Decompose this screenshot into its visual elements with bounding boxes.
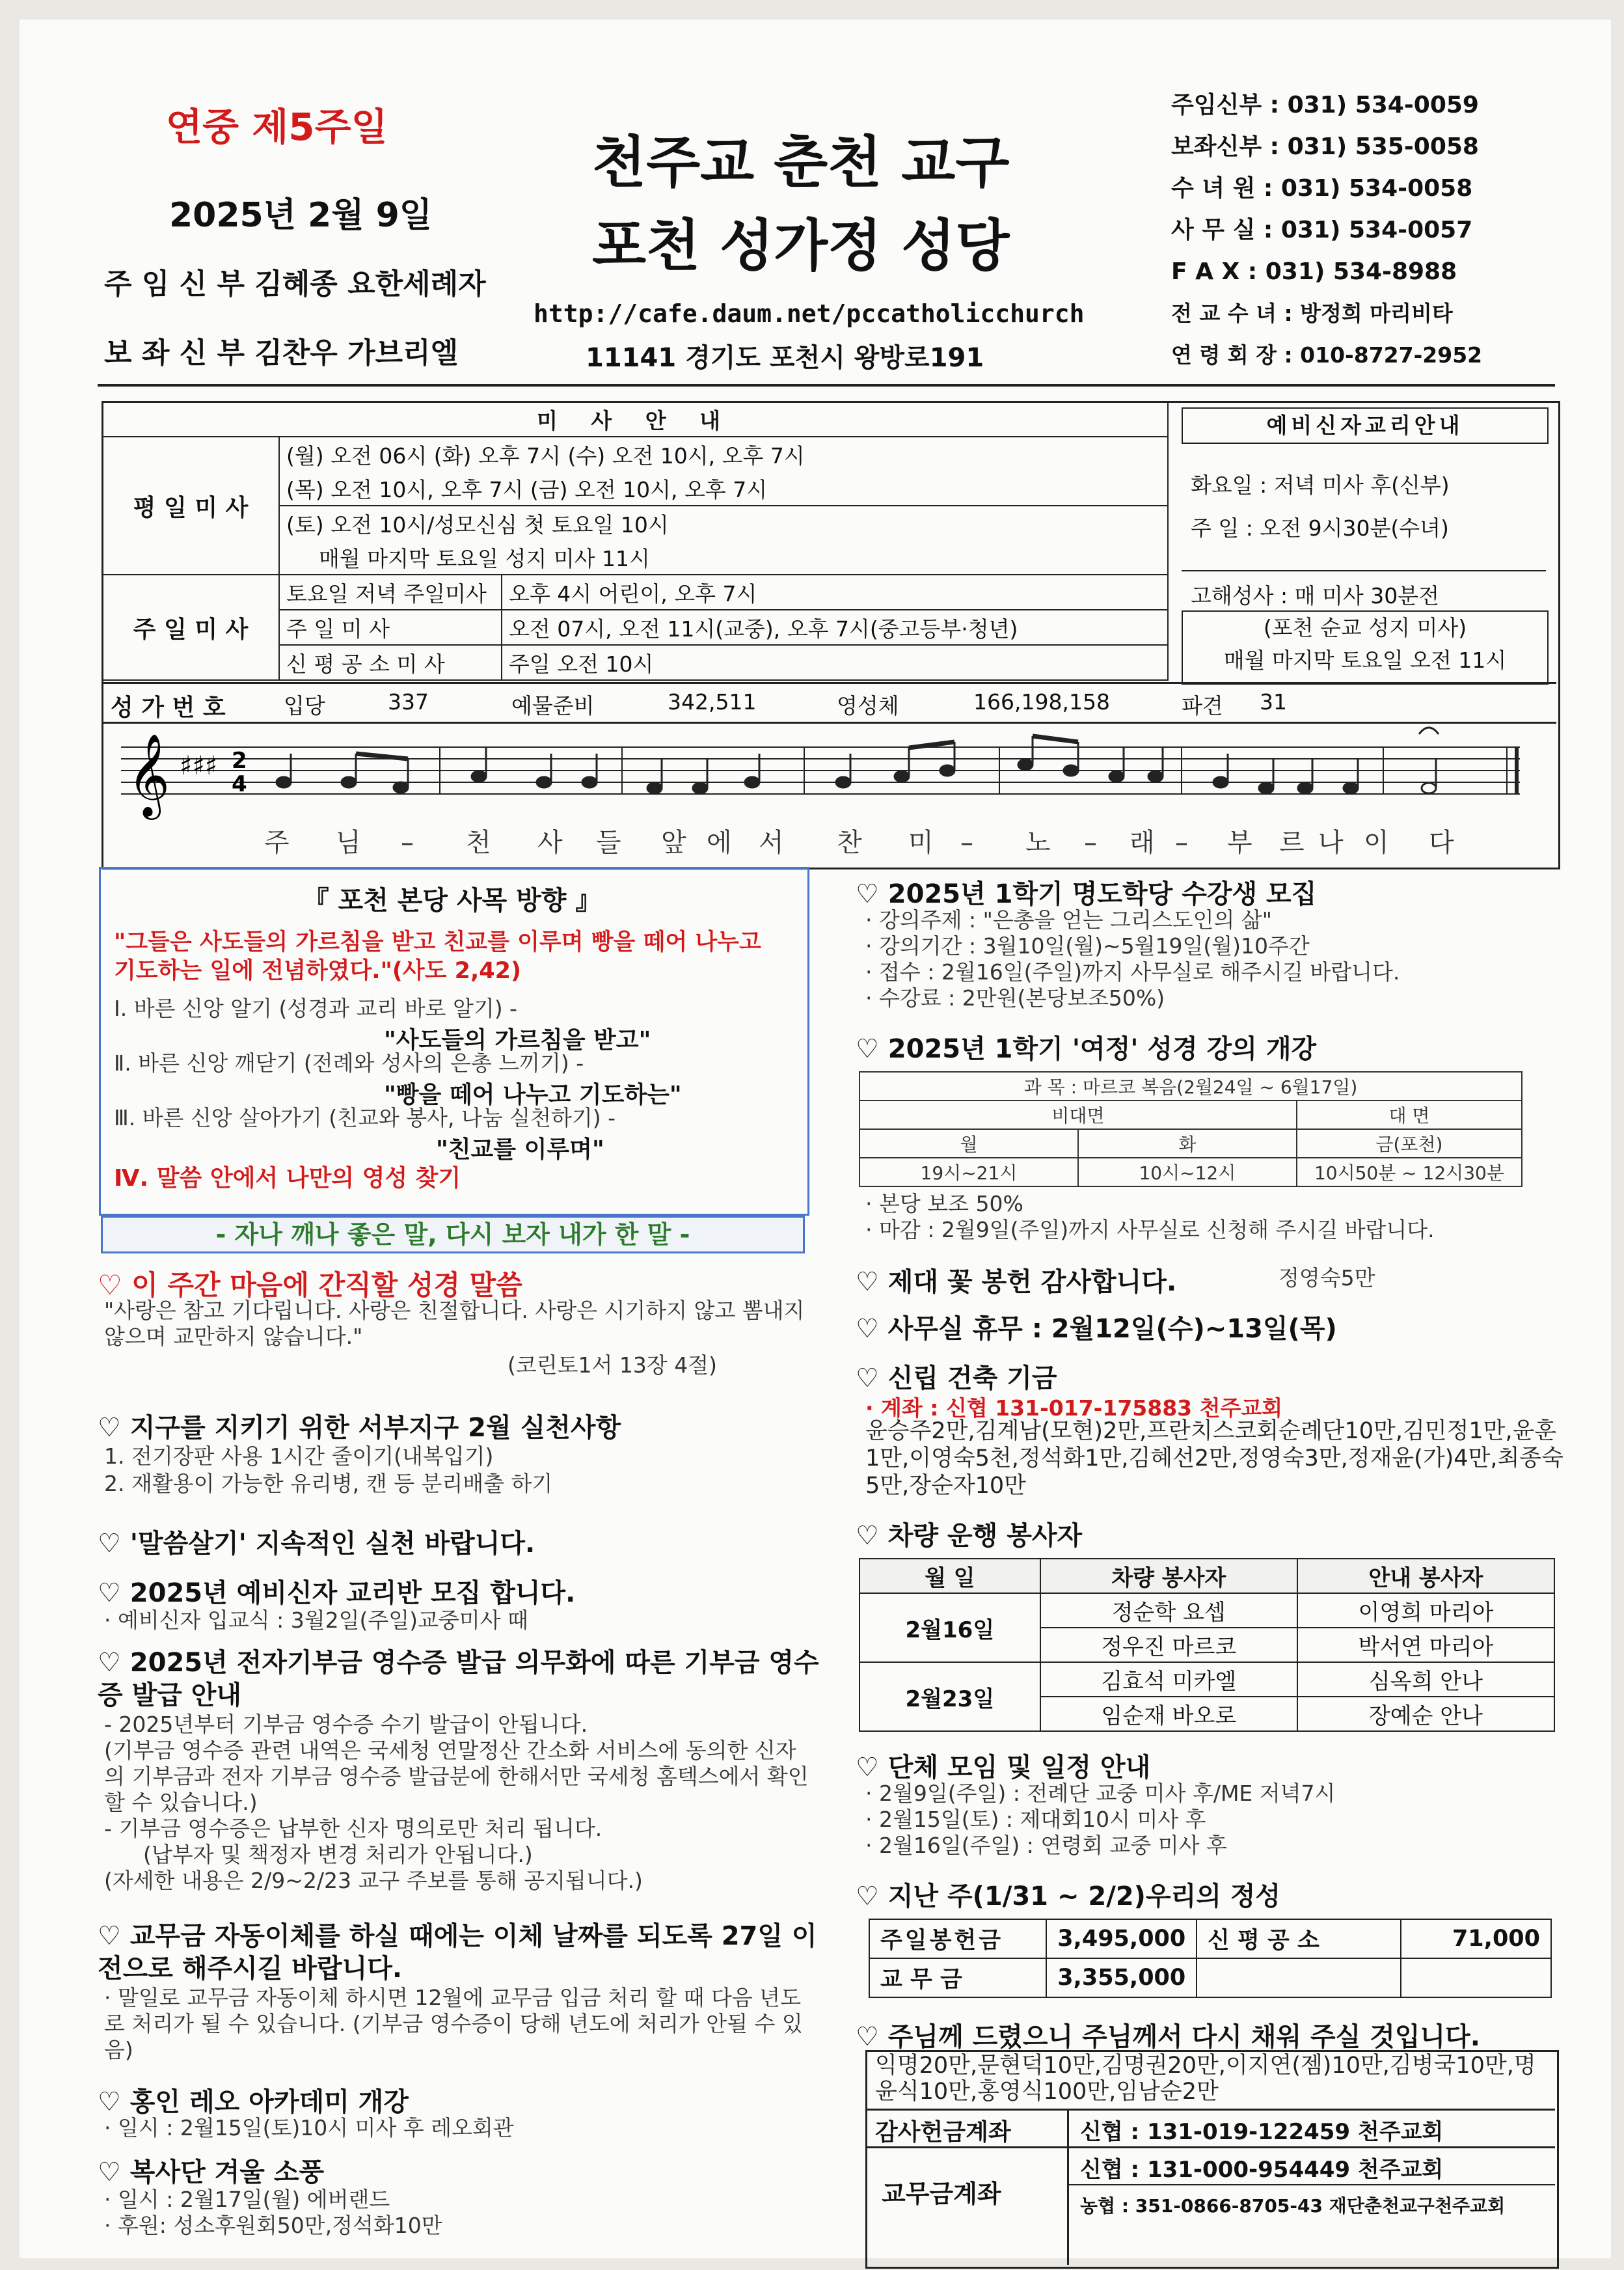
lyric-syllable: 님 <box>336 828 361 858</box>
building-fund-account: · 계좌 : 신협 131-017-175883 천주교회 <box>865 1395 1283 1421</box>
bible-day: 금(포천) <box>1297 1129 1522 1158</box>
auto-transfer-info: · 말일로 교무금 자동이체 하시면 12월에 교무금 입금 처리 할 때 다음 년도로 처리가 될 수 있습니다. (기부금 영수증이 당해 년도에 처리가 안될 수 있음) <box>104 1985 803 2062</box>
sunday-row-2-time: 오전 07시, 오전 11시(교중), 오후 7시(중고등부·청년) <box>502 610 1168 645</box>
lyric-syllable: 다 <box>1429 828 1454 858</box>
driver-name: 정순학 요셉 <box>1040 1593 1297 1628</box>
offering-label: 신 평 공 소 <box>1197 1919 1401 1958</box>
tithe-account-number-2: 농협 : 351-0866-8705-43 재단춘천교구천주교회 <box>1080 2195 1506 2217</box>
building-fund-title: ♡ 신립 건축 기금 <box>856 1363 1057 1393</box>
contact-item: 전 교 수 녀 : 방정희 마리비타 <box>1171 301 1453 326</box>
receipt-line-3: - 기부금 영수증은 납부한 신자 명의로만 처리 됩니다. <box>104 1816 602 1841</box>
hymn-communion-label: 영성체 <box>837 693 899 718</box>
offering-table <box>869 1919 1552 1998</box>
receipt-line-5: (자세한 내용은 2/9~2/23 교구 주보를 통해 공지됩니다.) <box>104 1868 643 1893</box>
direction-title: 『 포천 본당 사목 방향 』 <box>303 886 602 916</box>
mass-table-title: 미 사 안 내 <box>102 402 1168 437</box>
direction-2: Ⅱ. 바른 신앙 깨닫기 (전례와 성사의 은총 느끼기) - <box>114 1050 584 1076</box>
direction-quote: "그들은 사도들의 가르침을 받고 친교를 이루며 빵을 떼어 나누고 기도하는 일에 전념하였다."(사도 2,42) <box>114 929 761 984</box>
school-line-2: · 강의기간 : 3월10일(월)~5월19일(월)10주간 <box>865 933 1310 959</box>
cafe-link[interactable]: http://cafe.daum.net/pccatholicchurch <box>534 299 1085 328</box>
altar-server-support: · 후원: 성소후원회50만,정석화10만 <box>104 2213 442 2238</box>
bible-time: 19시~21시 <box>859 1158 1078 1186</box>
thanks-divider <box>865 2109 1555 2111</box>
lyrics <box>264 828 1454 858</box>
driver-date: 2월23일 <box>859 1662 1040 1731</box>
group-title: ♡ 단체 모임 및 일정 안내 <box>856 1753 1151 1783</box>
lyric-syllable: 이 <box>1364 828 1389 858</box>
saturday-row-1: (토) 오전 10시/성모신심 첫 토요일 10시 <box>279 506 1168 540</box>
bible-line-1: · 본당 보조 50% <box>865 1191 1023 1216</box>
lyric-syllable: 에 <box>707 828 732 858</box>
music-score <box>102 721 1556 866</box>
receipt-line-4: (납부자 및 책정자 변경 처리가 안됩니다.) <box>143 1842 533 1867</box>
lyric-syllable: 찬 <box>837 828 862 858</box>
lyric-syllable: – <box>1175 828 1188 858</box>
lyric-syllable: – <box>1084 828 1097 858</box>
earth-item-2: 2. 재활용이 가능한 유리병, 캔 등 분리배출 하기 <box>104 1471 553 1496</box>
offering-title: ♡ 지난 주(1/31 ~ 2/2)우리의 정성 <box>856 1881 1281 1911</box>
thanks-account-label: 감사헌금계좌 <box>875 2119 1011 2146</box>
bible-time: 10시~12시 <box>1078 1158 1297 1186</box>
hymn-dismissal-no: 31 <box>1260 689 1287 715</box>
bible-table <box>859 1071 1522 1187</box>
bible-subject: 과 목 : 마르코 복음(2월24일 ~ 6월17일) <box>859 1072 1522 1101</box>
lyric-syllable: 주 <box>264 828 290 858</box>
account-col-divider <box>1067 2109 1069 2265</box>
account-divider <box>865 2146 1555 2148</box>
assistant-line: 보 좌 신 부 김찬우 가브리엘 <box>104 336 459 370</box>
altar-server-date: · 일시 : 2월17일(월) 에버랜드 <box>104 2187 390 2212</box>
contact-item: 보좌신부 : 031) 535-0058 <box>1171 133 1479 160</box>
direction-1b: "사도들의 가르침을 받고" <box>384 1027 651 1054</box>
driver-header: 차량 봉사자 <box>1040 1559 1297 1593</box>
direction-1: Ⅰ. 바른 신앙 알기 (성경과 교리 바로 알기) - <box>114 996 517 1021</box>
driver-title: ♡ 차량 운행 봉사자 <box>856 1521 1083 1551</box>
lyric-syllable: 래 <box>1130 828 1155 858</box>
lyric-syllable: 르 <box>1279 828 1305 858</box>
lyric-syllable: 노 <box>1025 828 1051 858</box>
hymn-offertory-label: 예물준비 <box>511 693 595 718</box>
catechumen-recruit-title: ♡ 2025년 예비신자 교리반 모집 합니다. <box>98 1578 576 1608</box>
bulletin-page <box>20 20 1611 2258</box>
receipt-line-2: (기부금 영수증 관련 내역은 국세청 연말정산 간소화 서비스에 동의한 신자의 기부금과 전자 기부금 영수증 발급분에 한해서만 국세청 홈텍스에서 확인할 수 있습니다.) <box>104 1738 809 1815</box>
group-line-3: · 2월16일(주일) : 연령회 교중 미사 후 <box>865 1833 1227 1858</box>
sunday-row-1-time: 오후 4시 어린이, 오후 7시 <box>502 575 1168 610</box>
offering-value: 3,355,000 <box>1046 1958 1197 1997</box>
catechumen-recruit-info: · 예비신자 입교식 : 3월2일(주일)교중미사 때 <box>104 1607 528 1633</box>
receipt-title: ♡ 2025년 전자기부금 영수증 발급 의무화에 따른 기부금 영수증 발급 안내 <box>98 1648 819 1710</box>
tithe-divider <box>1067 2184 1555 2185</box>
hymn-label: 성 가 번 호 <box>111 694 226 721</box>
thanks-account-number: 신협 : 131-019-122459 천주교회 <box>1080 2119 1444 2145</box>
parish-title: 포천 성가정 성당 <box>592 213 1010 279</box>
lyric-syllable: – <box>401 828 414 858</box>
direction-3b: "친교를 이루며" <box>436 1136 604 1163</box>
bulletin-date: 2025년 2월 9일 <box>169 196 432 235</box>
verse-text: "사랑은 참고 기다립니다. 사랑은 친절합니다. 사랑은 시기하지 않고 뽐내지 않으며 교만하지 않습니다." <box>104 1298 805 1349</box>
school-line-1: · 강의주제 : "은총을 얻는 그리스도인의 삶" <box>865 907 1272 933</box>
notes <box>277 728 1439 793</box>
contact-item: 연 령 회 장 : 010-8727-2952 <box>1171 342 1483 368</box>
driver-name: 임순재 바오로 <box>1040 1697 1297 1731</box>
driver-date: 2월16일 <box>859 1593 1040 1662</box>
driver-header: 월 일 <box>859 1559 1040 1593</box>
verse-title: ♡ 이 주간 마음에 간직할 성경 말씀 <box>98 1269 522 1301</box>
direction-4: Ⅳ. 말씀 안에서 나만의 영성 찾기 <box>114 1165 461 1192</box>
sunday-title: 연중 제5주일 <box>166 105 388 149</box>
lyric-syllable: 미 <box>908 828 934 858</box>
weekday-row-1: (월) 오전 06시 (화) 오후 7시 (수) 오전 10시, 오후 7시 <box>279 437 1168 471</box>
lyric-syllable: – <box>960 828 973 858</box>
guide-name: 박서연 마리아 <box>1297 1628 1554 1662</box>
earth-title: ♡ 지구를 지키기 위한 서부지구 2월 실천사항 <box>98 1413 621 1443</box>
sunday-row-1-label: 토요일 저녁 주일미사 <box>279 575 502 610</box>
bible-face: 대 면 <box>1297 1101 1522 1129</box>
contact-list <box>1171 85 1482 376</box>
lyric-syllable: 앞 <box>661 828 686 858</box>
catechumen-title: 예비신자교리안내 <box>1182 407 1549 444</box>
hymn-dismissal-label: 파견 <box>1182 693 1223 718</box>
offering-empty <box>1197 1958 1401 1997</box>
mass-table <box>102 401 1169 681</box>
group-line-2: · 2월15일(토) : 제대회10시 미사 후 <box>865 1807 1206 1832</box>
building-fund-donors: 윤승주2만,김계남(모현)2만,프란치스코회순례단10만,김민정1만,윤훈1만,이영숙5천,정석화1만,김혜선2만,정영숙3만,정재윤(가)4만,최종숙5만,장순자10만 <box>865 1418 1563 1499</box>
bible-nonface: 비대면 <box>859 1101 1297 1129</box>
direction-2b: "빵을 떼어 나누고 기도하는" <box>384 1082 682 1108</box>
guide-name: 장예순 안나 <box>1297 1697 1554 1731</box>
guide-name: 이영희 마리아 <box>1297 1593 1554 1628</box>
earth-item-1: 1. 전기장판 사용 1시간 줄이기(내복입기) <box>104 1443 494 1469</box>
offering-value: 3,495,000 <box>1046 1919 1197 1958</box>
parish-address: 11141 경기도 포천시 왕방로191 <box>586 343 984 373</box>
lyric-syllable: 천 <box>466 828 491 858</box>
verse-reference: (코린토1서 13장 4절) <box>508 1352 717 1378</box>
flower-donor: 정영숙5만 <box>1279 1265 1375 1291</box>
contact-item: 수 녀 원 : 031) 534-0058 <box>1171 175 1473 202</box>
school-title: ♡ 2025년 1학기 명도학당 수강생 모집 <box>856 879 1317 909</box>
contact-item: F A X : 031) 534-8988 <box>1171 258 1457 285</box>
driver-header: 안내 봉사자 <box>1297 1559 1554 1593</box>
side-divider <box>1182 570 1546 571</box>
altar-server-title: ♡ 복사단 겨울 소풍 <box>98 2157 325 2187</box>
driver-name: 김효석 미카엘 <box>1040 1662 1297 1697</box>
treble-clef-icon: 𝄞 <box>128 733 170 816</box>
tithe-account-number: 신협 : 131-000-954449 천주교회 <box>1080 2157 1444 2183</box>
pilgrim-box <box>1182 610 1549 685</box>
hymn-row <box>102 682 1556 724</box>
offering-label: 교 무 금 <box>869 1958 1046 1997</box>
sunday-row-2-label: 주 일 미 사 <box>279 610 502 645</box>
sunday-row-3-label: 신 평 공 소 미 사 <box>279 645 502 680</box>
auto-transfer-title: ♡ 교무금 자동이체를 하실 때에는 이체 날짜를 되도록 27일 이전으로 해주시길 바랍니다. <box>98 1921 817 1984</box>
thanks-title: ♡ 주님께 드렸으니 주님께서 다시 채워 주실 것입니다. <box>856 2022 1480 2052</box>
flower-title: ♡ 제대 꽃 봉헌 감사합니다. <box>856 1267 1177 1297</box>
office-closed-title: ♡ 사무실 휴무 : 2월12일(수)~13일(목) <box>856 1314 1337 1344</box>
diocese-title: 천주교 춘천 교구 <box>592 130 1010 195</box>
bible-title: ♡ 2025년 1학기 '여정' 성경 강의 개강 <box>856 1034 1317 1064</box>
lyric-syllable: 나 <box>1318 828 1344 858</box>
hymn-entrance-no: 337 <box>388 689 429 715</box>
catechumen-line-2: 주 일 : 오전 9시30분(수녀) <box>1191 515 1449 541</box>
tithe-account-label: 교무금계좌 <box>882 2180 1001 2208</box>
guide-name: 심옥희 안나 <box>1297 1662 1554 1697</box>
bible-time: 10시50분 ~ 12시30분 <box>1297 1158 1522 1186</box>
hymn-communion-no: 166,198,158 <box>973 689 1110 715</box>
header-divider <box>98 384 1555 387</box>
weekday-row-2: (목) 오전 10시, 오후 7시 (금) 오전 10시, 오후 7시 <box>279 471 1168 506</box>
hymn-entrance-label: 입당 <box>284 693 325 718</box>
driver-name: 정우진 마르코 <box>1040 1628 1297 1662</box>
contact-item: 주임신부 : 031) 534-0059 <box>1171 92 1479 118</box>
confession-info: 고해성사 : 매 미사 30분전 <box>1191 583 1439 609</box>
pilgrim-line-1: (포천 순교 성지 미사) <box>1263 615 1467 640</box>
hymn-offertory-no: 342,511 <box>668 689 757 715</box>
slogan: - 자나 깨나 좋은 말, 다시 보자 내가 한 말 - <box>101 1216 805 1253</box>
word-living-title: ♡ '말씀살기' 지속적인 실천 바랍니다. <box>98 1529 535 1559</box>
lyric-syllable: 들 <box>596 828 621 858</box>
sunday-mass-label: 주 일 미 사 <box>102 575 279 680</box>
bible-day: 화 <box>1078 1129 1297 1158</box>
school-line-4: · 수강료 : 2만원(본당보조50%) <box>865 985 1165 1011</box>
bible-day: 월 <box>859 1129 1078 1158</box>
time-signature: 2 <box>232 748 247 774</box>
sunday-row-3-time: 주일 오전 10시 <box>502 645 1168 680</box>
weekday-mass-label: 평 일 미 사 <box>102 437 279 575</box>
pilgrim-line-2: 매월 마지막 토요일 오전 11시 <box>1223 648 1507 673</box>
offering-value: 71,000 <box>1401 1919 1551 1958</box>
school-line-3: · 접수 : 2월16일(주일)까지 사무실로 해주시길 바랍니다. <box>865 959 1400 985</box>
lyric-syllable: 부 <box>1227 828 1252 858</box>
offering-empty <box>1401 1958 1551 1997</box>
catechumen-line-1: 화요일 : 저녁 미사 후(신부) <box>1191 472 1450 498</box>
key-signature-icon: ♯♯♯ <box>180 751 218 781</box>
leo-academy-title: ♡ 홍인 레오 아카데미 개강 <box>98 2087 409 2117</box>
receipt-line-1: - 2025년부터 기부금 영수증 수기 발급이 안됩니다. <box>104 1712 588 1737</box>
pastor-line: 주 임 신 부 김혜종 요한세례자 <box>104 267 486 301</box>
contact-item: 사 무 실 : 031) 534-0057 <box>1171 217 1473 243</box>
thanks-donors: 익명20만,문현덕10만,김명권20만,이지연(젬)10만,김병국10만,명윤식10만,홍영식100만,임남순2만 <box>875 2053 1536 2105</box>
bible-line-2: · 마감 : 2월9일(주일)까지 사무실로 신청해 주시길 바랍니다. <box>865 1217 1435 1242</box>
leo-academy-info: · 일시 : 2월15일(토)10시 미사 후 레오회관 <box>104 2115 514 2140</box>
saturday-row-2: 매월 마지막 토요일 성지 미사 11시 <box>279 540 1168 575</box>
direction-3: Ⅲ. 바른 신앙 살아가기 (친교와 봉사, 나눔 실천하기) - <box>114 1105 616 1130</box>
lyric-syllable: 서 <box>759 828 784 858</box>
driver-table <box>859 1558 1555 1732</box>
group-line-1: · 2월9일(주일) : 전례단 교중 미사 후/ME 저녁7시 <box>865 1781 1336 1806</box>
time-signature: 4 <box>232 771 247 797</box>
lyric-syllable: 사 <box>537 828 563 858</box>
offering-label: 주일봉헌금 <box>869 1919 1046 1958</box>
